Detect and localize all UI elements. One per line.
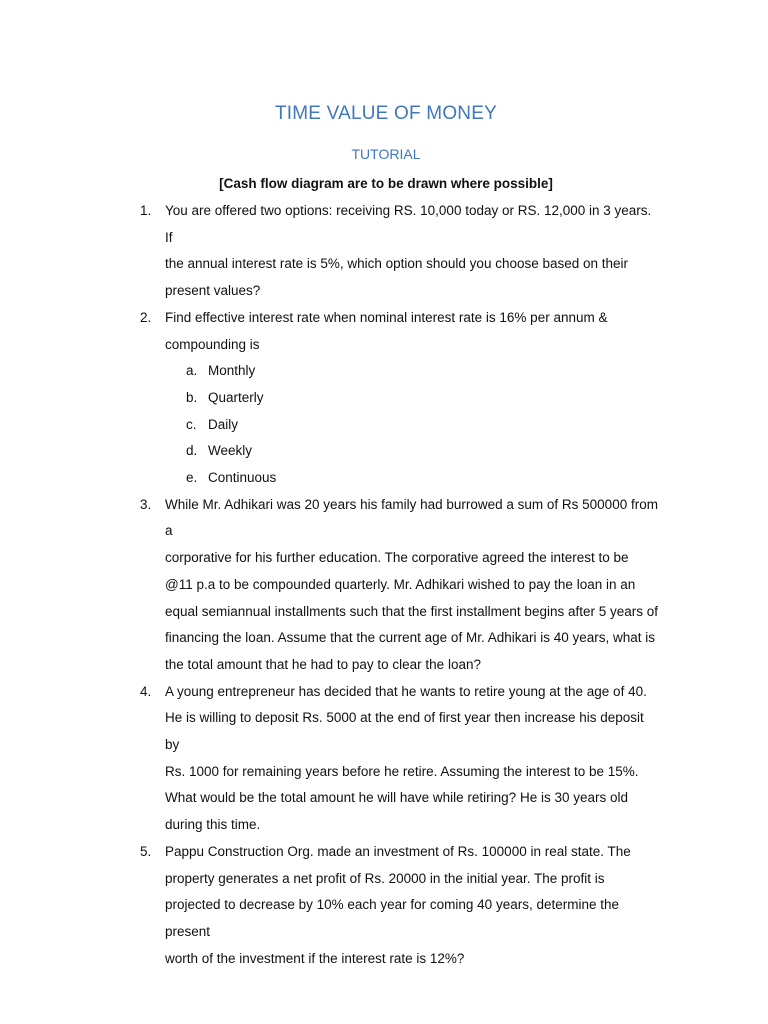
question-4 <box>140 679 660 839</box>
sub-item-text: Monthly <box>208 363 256 379</box>
sub-item-letter: c. <box>186 416 197 432</box>
sub-item <box>165 412 660 439</box>
question-line: You are offered two options: receiving RS. 10,000 today or RS. 12,000 in 3 years. If <box>165 203 652 245</box>
question-line: the total amount that he had to pay to clear the loan? <box>165 656 481 672</box>
question-number: 3. <box>140 496 152 512</box>
question-number: 5. <box>140 843 152 859</box>
sub-item-text: Quarterly <box>208 389 264 405</box>
question-text <box>165 679 660 839</box>
question-line: Rs. 1000 for remaining years before he retire. Assuming the interest to be 15%. <box>165 763 639 779</box>
question-line: financing the loan. Assume that the current age of Mr. Adhikari is 40 years, what is <box>165 630 656 646</box>
question-number: 1. <box>140 203 152 218</box>
question-line: during this time. <box>165 817 261 833</box>
question-line: corporative for his further education. The corporative agreed the interest to be <box>165 550 629 566</box>
sub-item-letter: a. <box>186 363 198 379</box>
question-line: worth of the investment if the interest rate is 12%? <box>165 950 465 966</box>
question-list <box>140 198 660 972</box>
question-line: While Mr. Adhikari was 20 years his family had burrowed a sum of Rs 500000 from a <box>165 496 658 539</box>
question-line: He is willing to deposit Rs. 5000 at the end of first year then increase his deposit by <box>165 710 644 753</box>
question-text <box>165 198 660 305</box>
sub-item <box>165 358 660 385</box>
question-line: present values? <box>165 283 261 299</box>
question-line: Find effective interest rate when nominal interest rate is 16% per annum & <box>165 309 608 325</box>
question-line: Pappu Construction Org. made an investment of Rs. 100000 in real state. The <box>165 843 631 859</box>
question-number: 4. <box>140 683 152 699</box>
question-text <box>165 839 660 973</box>
question-line: What would be the total amount he will have while retiring? He is 30 years old <box>165 790 628 806</box>
question-line: compounding is <box>165 336 260 352</box>
sub-item-list <box>165 358 660 492</box>
sub-item-text: Continuous <box>208 470 277 486</box>
question-text <box>165 492 660 679</box>
question-line: projected to decrease by 10% each year for coming 40 years, determine the present <box>165 897 620 939</box>
sub-item-text: Daily <box>208 416 239 432</box>
sub-item <box>165 438 660 465</box>
instruction-note: [Cash flow diagram are to be drawn where possible] <box>219 176 553 191</box>
page-subtitle: TUTORIAL <box>351 146 421 162</box>
question-text <box>165 305 660 492</box>
question-line: property generates a net profit of Rs. 20000 in the initial year. The profit is <box>165 870 605 886</box>
sub-item-letter: d. <box>186 443 198 459</box>
sub-item <box>165 465 660 492</box>
page-title: TIME VALUE OF MONEY <box>275 103 497 124</box>
sub-item-text: Weekly <box>208 443 253 459</box>
question-line: the annual interest rate is 5%, which option should you choose based on their <box>165 256 629 272</box>
question-line: A young entrepreneur has decided that he wants to retire young at the age of 40. <box>165 683 647 699</box>
question-5 <box>140 839 660 973</box>
sub-item <box>165 385 660 412</box>
question-2 <box>140 305 660 492</box>
question-number: 2. <box>140 309 152 325</box>
question-3 <box>140 492 660 679</box>
question-line: @11 p.a to be compounded quarterly. Mr. Adhikari wished to pay the loan in an <box>165 576 636 592</box>
sub-item-letter: e. <box>186 470 198 486</box>
sub-item-letter: b. <box>186 389 198 405</box>
question-line: equal semiannual installments such that the first installment begins after 5 years of <box>165 603 659 619</box>
question-1 <box>140 198 660 305</box>
